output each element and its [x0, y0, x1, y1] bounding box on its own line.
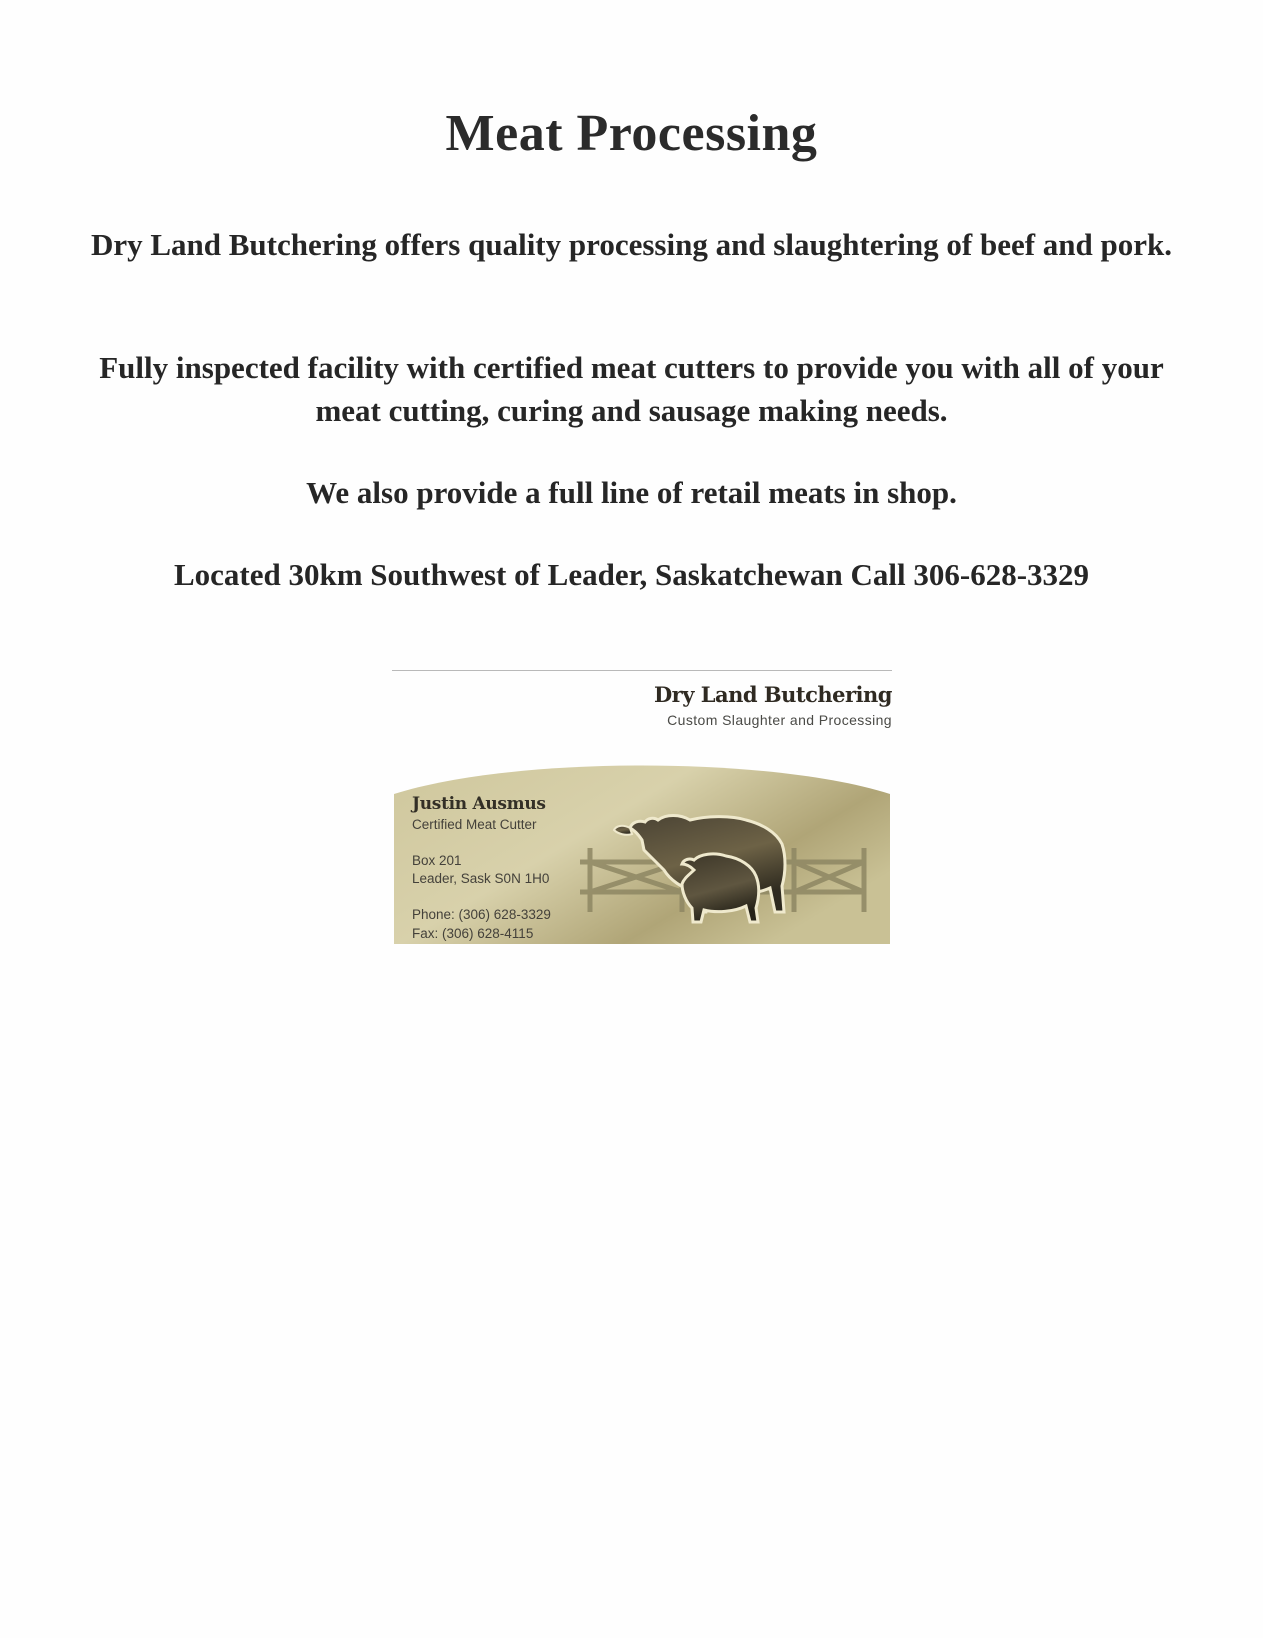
paragraph-retail: We also provide a full line of retail meats in shop. — [306, 475, 957, 510]
card-address-line-2: Leader, Sask S0N 1H0 — [412, 871, 550, 887]
card-tagline: Custom Slaughter and Processing — [667, 712, 892, 728]
card-details — [412, 794, 632, 943]
card-fax: Fax: (306) 628-4115 — [412, 925, 534, 941]
page-title: Meat Processing — [445, 105, 818, 162]
card-person-role: Certified Meat Cutter — [412, 817, 537, 832]
card-phone: Phone: (306) 628-3329 — [412, 907, 551, 923]
business-card-scan — [392, 660, 892, 960]
card-graphic — [394, 752, 890, 944]
card-address-line-1: Box 201 — [412, 853, 462, 868]
calf-illustration — [682, 854, 759, 922]
paragraph-location-contact: Located 30km Southwest of Leader, Saskatchewan Call 306-628-3329 — [173, 557, 1090, 592]
card-brand-name: Dry Land Butchering — [653, 682, 892, 707]
horizontal-divider — [392, 670, 892, 671]
card-person-name: Justin Ausmus — [412, 794, 546, 814]
paragraph-services: Dry Land Butchering offers quality processing and slaughtering of beef and pork. — [90, 227, 1173, 262]
paragraph-facility: Fully inspected facility with certified meat cutters to provide you with all of your meat cutting, curing and sausage making needs. — [99, 350, 1164, 428]
